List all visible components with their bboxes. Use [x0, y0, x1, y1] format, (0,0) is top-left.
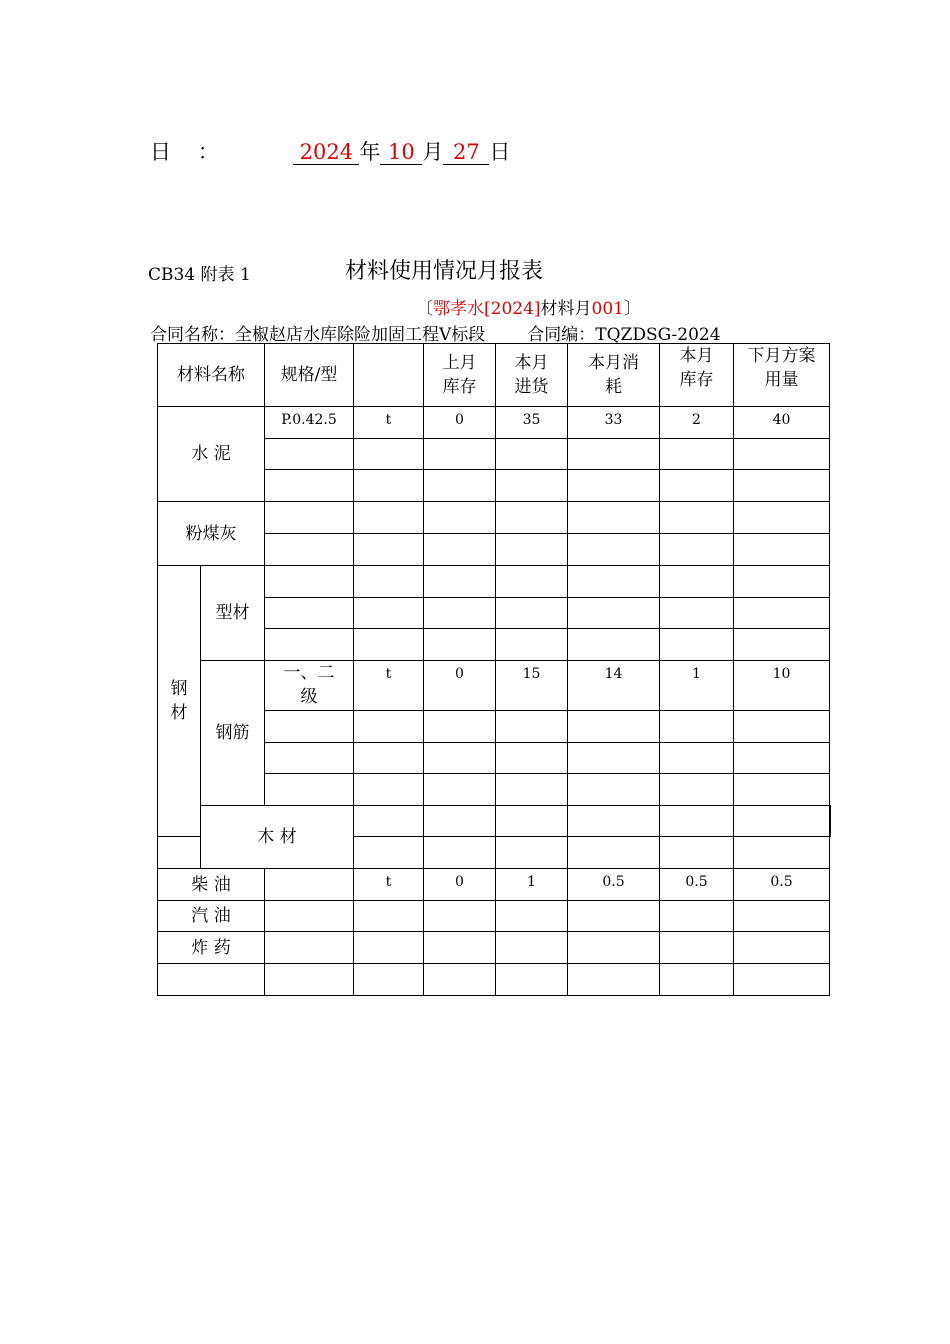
table-row [158, 901, 831, 932]
header-last-stock: 上月库存 [424, 344, 496, 407]
cell-stock: 1 [660, 661, 734, 711]
subcategory-section: 型材 [201, 566, 265, 661]
contract-line [150, 320, 721, 345]
cell-spec [265, 869, 354, 901]
report-date [150, 136, 510, 166]
header-stock: 本月库存 [660, 344, 734, 407]
contract-name-label: 合同名称： [150, 325, 235, 345]
category-timber: 木 材 [201, 806, 354, 869]
contract-name-value: 全椒赵店水库除险加固工程Ⅴ标段 [235, 325, 486, 345]
category-gasoline: 汽 油 [158, 901, 265, 932]
date-day: 27 [443, 140, 489, 165]
date-label: 日 ： [150, 140, 219, 164]
cell-unit: t [354, 407, 424, 439]
header-row [158, 344, 831, 407]
date-month-unit: 月 [422, 140, 444, 164]
table-row [158, 407, 831, 439]
header-next-plan: 下月方案用量 [734, 344, 830, 407]
cell-consumption: 33 [568, 407, 660, 439]
category-explosive: 炸 药 [158, 932, 265, 964]
cell-next-plan: 40 [734, 407, 830, 439]
page-title: 材料使用情况月报表 [345, 259, 544, 284]
table-row [158, 806, 831, 837]
category-cement: 水 泥 [158, 407, 265, 502]
table-row [158, 502, 831, 534]
cell-consumption: 0.5 [568, 869, 660, 901]
table-row [158, 566, 831, 598]
cell-stock: 2 [660, 407, 734, 439]
table-row [158, 661, 831, 711]
cell-next-plan: 10 [734, 661, 830, 711]
cell-next-plan: 0.5 [734, 869, 830, 901]
contract-code-label: 合同编： [527, 325, 596, 345]
cell-purchase: 35 [496, 407, 568, 439]
table-row [158, 964, 831, 996]
cell-spec: 一、二级 [265, 661, 354, 711]
category-steel: 钢材 [158, 566, 201, 837]
header-purchase: 本月进货 [496, 344, 568, 407]
form-code: CB34 附表 1 [148, 265, 251, 285]
cell-last-stock: 0 [424, 869, 496, 901]
category-flyash: 粉煤灰 [158, 502, 265, 566]
header-material: 材料名称 [158, 344, 265, 407]
table-row [158, 869, 831, 901]
cell-consumption: 14 [568, 661, 660, 711]
cell-last-stock: 0 [424, 407, 496, 439]
header-consumption: 本月消耗 [568, 344, 660, 407]
cell-stock: 0.5 [660, 869, 734, 901]
date-year: 2024 [293, 140, 359, 165]
category-diesel: 柴 油 [158, 869, 265, 901]
document-number: 〔鄂孝水[2024]材料月001〕 [416, 299, 641, 319]
cell-unit: t [354, 661, 424, 711]
material-usage-table [157, 343, 831, 996]
cell-spec: P.0.42.5 [265, 407, 354, 439]
table-row [158, 932, 831, 964]
cell-purchase: 1 [496, 869, 568, 901]
date-day-unit: 日 [489, 140, 511, 164]
cell-purchase: 15 [496, 661, 568, 711]
date-year-unit: 年 [359, 140, 381, 164]
subcategory-rebar: 钢筋 [201, 661, 265, 806]
date-month: 10 [380, 140, 422, 165]
cell-unit: t [354, 869, 424, 901]
cell-last-stock: 0 [424, 661, 496, 711]
contract-code-value: TQZDSG-2024 [595, 325, 721, 345]
header-unit [354, 344, 424, 407]
header-spec: 规格/型 [265, 344, 354, 407]
